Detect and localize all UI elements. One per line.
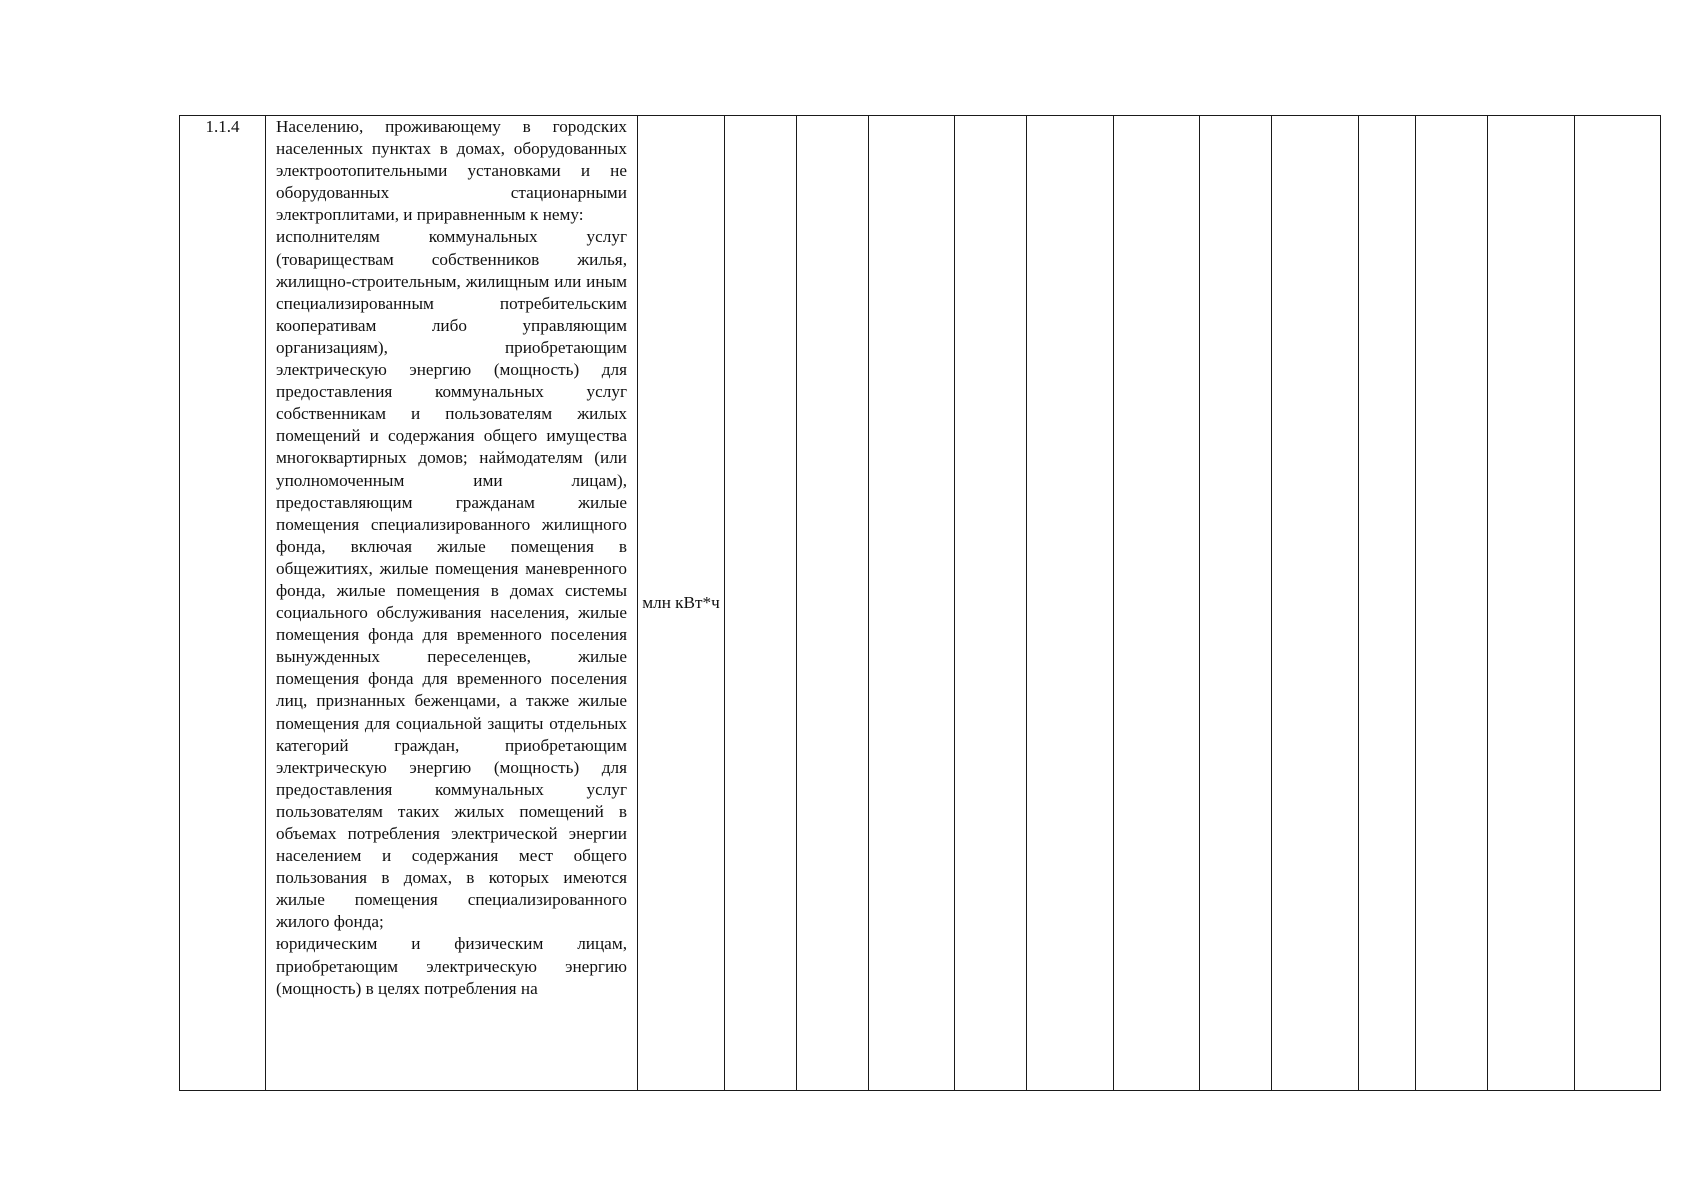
- table-row: [180, 116, 1661, 1091]
- value-cell-5: [1027, 116, 1114, 1091]
- value-cell-12: [1575, 116, 1661, 1091]
- row-number: 1.1.4: [205, 117, 240, 136]
- description-paragraph-1: Населению, проживающему в городских населенных пунктах в домах, оборудованных электроотопительными установками и не оборудованных стационарными электроплитами, и приравненным к нему:: [276, 117, 627, 225]
- description-paragraph-2: исполнителям коммунальных услуг (товариществам собственников жилья, жилищно-строительным, жилищным или иным специализированным потребительским кооперативам либо управляющим организациям), приобретающим электрическую энергию (мощность) для предоставления коммунальных услуг собственникам и пользователям жилых помещений и содержания общего имущества многоквартирных домов; наймодателям (или уполномоченным ими лицам), предоставляющим гражданам жилые помещения специализированного жилищного фонда, включая жилые помещения в общежитиях, жилые помещения маневренного фонда, жилые помещения в домах системы социального обслуживания населения, жилые помещения фонда для временного поселения вынужденных переселенцев, жилые помещения фонда для временного поселения лиц, признанных беженцами, а также жилые помещения для социальной защиты отдельных категорий граждан, приобретающим электрическую энергию (мощность) для предоставления коммунальных услуг пользователям таких жилых помещений в объемах потребления электрической энергии населением и содержания мест общего пользования в домах, в которых имеются жилые помещения специализированного жилого фонда;: [276, 227, 627, 932]
- value-cell-2: [797, 116, 869, 1091]
- row-description: [276, 116, 627, 1000]
- description-paragraph-3: юридическим и физическим лицам, приобретающим электрическую энергию (мощность) в целях потребления на: [276, 934, 627, 998]
- value-cell-4: [955, 116, 1027, 1091]
- value-cell-8: [1272, 116, 1359, 1091]
- row-number-cell: [180, 116, 266, 1091]
- value-cell-6: [1114, 116, 1200, 1091]
- value-cell-11: [1488, 116, 1575, 1091]
- value-cell-10: [1416, 116, 1488, 1091]
- tariff-table: [179, 115, 1661, 1091]
- unit-cell: [638, 116, 725, 1091]
- value-cell-3: [869, 116, 955, 1091]
- value-cell-9: [1359, 116, 1416, 1091]
- unit-label: млн кВт*ч: [642, 593, 720, 612]
- row-description-cell: [266, 116, 638, 1091]
- value-cell-7: [1200, 116, 1272, 1091]
- value-cell-1: [725, 116, 797, 1091]
